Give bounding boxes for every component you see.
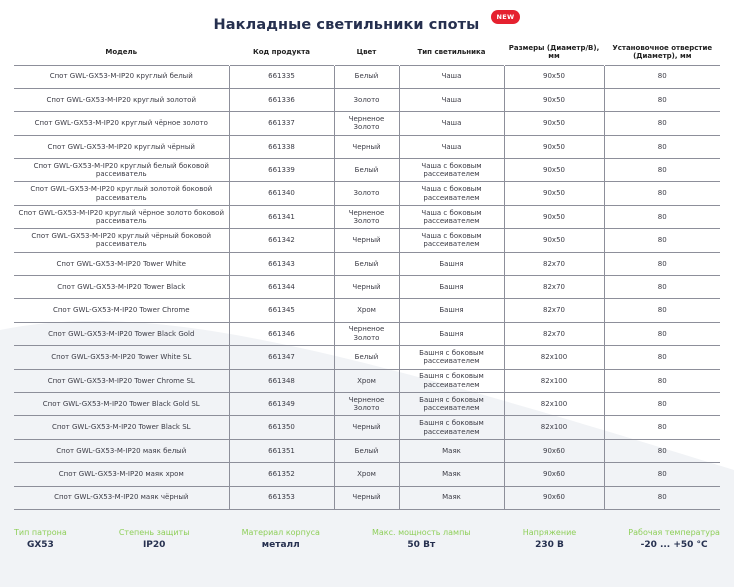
cell-type: Маяк [399, 439, 504, 462]
cell-type: Башня с боковым рассеивателем [399, 416, 504, 439]
cell-model: Спот GWL-GX53-M-IP20 маяк белый [14, 439, 229, 462]
cell-code: 661336 [229, 88, 334, 111]
cell-color: Белый [334, 252, 399, 275]
table-row [14, 88, 720, 111]
cell-color: Черный [334, 229, 399, 252]
cell-code: 661343 [229, 252, 334, 275]
column-header-dimensions: Размеры (Диаметр/В), мм [508, 43, 600, 61]
spec-label: Тип патрона [14, 528, 67, 537]
cell-code: 661337 [229, 112, 334, 135]
title-row [0, 14, 734, 33]
cell-code: 661340 [229, 182, 334, 205]
cell-model: Спот GWL-GX53-M-IP20 Tower Black Gold [14, 322, 229, 345]
table-row [14, 112, 720, 135]
cell-mounting-hole: 80 [604, 439, 720, 462]
spec-power [372, 528, 471, 550]
spec-label: Материал корпуса [241, 528, 320, 537]
table-row [14, 416, 720, 439]
cell-dimensions: 90х50 [504, 205, 604, 228]
cell-code: 661349 [229, 392, 334, 415]
column-header-type: Тип светильника [417, 48, 486, 57]
cell-mounting-hole: 80 [604, 276, 720, 299]
cell-type: Чаша с боковым рассеивателем [399, 229, 504, 252]
cell-model: Спот GWL-GX53-M-IP20 маяк хром [14, 463, 229, 486]
cell-dimensions: 90х60 [504, 439, 604, 462]
column-header-code: Код продукта [252, 48, 311, 57]
cell-model: Спот GWL-GX53-M-IP20 маяк чёрный [14, 486, 229, 509]
cell-code: 661341 [229, 205, 334, 228]
cell-dimensions: 90х60 [504, 486, 604, 509]
new-badge: NEW [491, 10, 521, 24]
cell-type: Чаша с боковым рассеивателем [399, 159, 504, 182]
table-row [14, 159, 720, 182]
table-row [14, 135, 720, 158]
cell-color: Черный [334, 486, 399, 509]
cell-type: Башня [399, 299, 504, 322]
table-row [14, 439, 720, 462]
cell-dimensions: 82х100 [504, 416, 604, 439]
cell-model: Спот GWL-GX53-M-IP20 круглый чёрный боковой рассеиватель [14, 229, 229, 252]
spec-value: 50 Вт [407, 540, 436, 550]
cell-code: 661342 [229, 229, 334, 252]
table-row [14, 346, 720, 369]
spec-label: Напряжение [522, 528, 577, 537]
table-row [14, 486, 720, 509]
cell-mounting-hole: 80 [604, 182, 720, 205]
cell-mounting-hole: 80 [604, 392, 720, 415]
cell-dimensions: 90х50 [504, 229, 604, 252]
cell-code: 661348 [229, 369, 334, 392]
cell-dimensions: 90х50 [504, 135, 604, 158]
cell-mounting-hole: 80 [604, 112, 720, 135]
cell-type: Башня с боковым рассеивателем [399, 369, 504, 392]
cell-color: Черный [334, 276, 399, 299]
table-header-row [14, 40, 720, 65]
cell-type: Башня [399, 322, 504, 345]
page-title: Накладные светильники споты [213, 16, 480, 33]
cell-color: Черненое Золото [334, 322, 399, 345]
spec-temperature [628, 528, 720, 550]
cell-model: Спот GWL-GX53-M-IP20 Tower Chrome SL [14, 369, 229, 392]
cell-type: Чаша [399, 88, 504, 111]
table-row [14, 392, 720, 415]
cell-type: Маяк [399, 486, 504, 509]
spec-label: Степень защиты [118, 528, 190, 537]
cell-mounting-hole: 80 [604, 159, 720, 182]
spec-value: 230 В [535, 540, 564, 550]
table-row [14, 65, 720, 88]
cell-type: Башня с боковым рассеивателем [399, 392, 504, 415]
cell-model: Спот GWL-GX53-M-IP20 Tower Chrome [14, 299, 229, 322]
cell-model: Спот GWL-GX53-M-IP20 Tower Black [14, 276, 229, 299]
spec-value: GX53 [26, 540, 54, 550]
column-header-mounting-hole: Установочное отверстие (Диаметр), мм [612, 43, 713, 61]
cell-type: Чаша с боковым рассеивателем [399, 182, 504, 205]
cell-code: 661350 [229, 416, 334, 439]
cell-color: Белый [334, 65, 399, 88]
cell-dimensions: 82х100 [504, 369, 604, 392]
spec-socket [14, 528, 67, 550]
cell-code: 661344 [229, 276, 334, 299]
cell-mounting-hole: 80 [604, 65, 720, 88]
cell-type: Башня с боковым рассеивателем [399, 346, 504, 369]
cell-type: Башня [399, 252, 504, 275]
column-header-model: Модель [105, 48, 138, 57]
spec-label: Макс. мощность лампы [371, 528, 471, 537]
cell-color: Черненое Золото [334, 392, 399, 415]
cell-dimensions: 82х100 [504, 392, 604, 415]
spec-protection [119, 528, 190, 550]
cell-color: Черный [334, 416, 399, 439]
cell-type: Чаша [399, 65, 504, 88]
cell-mounting-hole: 80 [604, 416, 720, 439]
table-row [14, 229, 720, 252]
table-row [14, 205, 720, 228]
cell-mounting-hole: 80 [604, 369, 720, 392]
cell-color: Белый [334, 159, 399, 182]
cell-dimensions: 82х70 [504, 322, 604, 345]
column-header-color: Цвет [356, 48, 377, 57]
cell-color: Хром [334, 369, 399, 392]
cell-dimensions: 90х50 [504, 182, 604, 205]
spec-voltage [523, 528, 577, 550]
cell-model: Спот GWL-GX53-M-IP20 круглый чёрное золото боковой рассеиватель [14, 205, 229, 228]
spec-label: Рабочая температура [628, 528, 720, 537]
cell-model: Спот GWL-GX53-M-IP20 Tower Black SL [14, 416, 229, 439]
cell-mounting-hole: 80 [604, 205, 720, 228]
cell-dimensions: 90х60 [504, 463, 604, 486]
cell-code: 661345 [229, 299, 334, 322]
cell-dimensions: 90х50 [504, 88, 604, 111]
cell-color: Белый [334, 346, 399, 369]
table-row [14, 299, 720, 322]
cell-model: Спот GWL-GX53-M-IP20 круглый чёрное золото [14, 112, 229, 135]
cell-type: Чаша [399, 135, 504, 158]
cell-model: Спот GWL-GX53-M-IP20 круглый белый [14, 65, 229, 88]
spec-material [242, 528, 320, 550]
cell-type: Башня [399, 276, 504, 299]
cell-model: Спот GWL-GX53-M-IP20 круглый золотой [14, 88, 229, 111]
spec-value: -20 ... +50 °С [640, 540, 708, 550]
cell-mounting-hole: 80 [604, 346, 720, 369]
table-row [14, 369, 720, 392]
cell-code: 661335 [229, 65, 334, 88]
cell-mounting-hole: 80 [604, 486, 720, 509]
cell-type: Маяк [399, 463, 504, 486]
cell-dimensions: 82х100 [504, 346, 604, 369]
cell-model: Спот GWL-GX53-M-IP20 круглый чёрный [14, 135, 229, 158]
cell-code: 661352 [229, 463, 334, 486]
cell-dimensions: 90х50 [504, 112, 604, 135]
cell-mounting-hole: 80 [604, 88, 720, 111]
table-row [14, 322, 720, 345]
cell-dimensions: 90х50 [504, 159, 604, 182]
cell-mounting-hole: 80 [604, 299, 720, 322]
table-row [14, 182, 720, 205]
cell-dimensions: 82х70 [504, 276, 604, 299]
cell-dimensions: 82х70 [504, 252, 604, 275]
cell-dimensions: 82х70 [504, 299, 604, 322]
cell-model: Спот GWL-GX53-M-IP20 Tower White SL [14, 346, 229, 369]
cell-model: Спот GWL-GX53-M-IP20 Tower Black Gold SL [14, 392, 229, 415]
cell-code: 661353 [229, 486, 334, 509]
cell-code: 661338 [229, 135, 334, 158]
cell-color: Черный [334, 135, 399, 158]
cell-model: Спот GWL-GX53-M-IP20 Tower White [14, 252, 229, 275]
cell-code: 661351 [229, 439, 334, 462]
cell-color: Черненое Золото [334, 112, 399, 135]
cell-mounting-hole: 80 [604, 135, 720, 158]
cell-color: Белый [334, 439, 399, 462]
specs-footer [14, 528, 720, 550]
cell-color: Черненое Золото [334, 205, 399, 228]
cell-code: 661347 [229, 346, 334, 369]
cell-code: 661339 [229, 159, 334, 182]
cell-mounting-hole: 80 [604, 463, 720, 486]
cell-color: Хром [334, 299, 399, 322]
cell-color: Хром [334, 463, 399, 486]
cell-type: Чаша [399, 112, 504, 135]
table-row [14, 252, 720, 275]
cell-code: 661346 [229, 322, 334, 345]
cell-dimensions: 90х50 [504, 65, 604, 88]
cell-model: Спот GWL-GX53-M-IP20 круглый золотой боковой рассеиватель [14, 182, 229, 205]
cell-mounting-hole: 80 [604, 229, 720, 252]
cell-type: Чаша с боковым рассеивателем [399, 205, 504, 228]
spec-value: IP20 [142, 540, 166, 550]
products-table [14, 40, 720, 510]
cell-mounting-hole: 80 [604, 322, 720, 345]
cell-color: Золото [334, 88, 399, 111]
cell-color: Золото [334, 182, 399, 205]
table-row [14, 463, 720, 486]
cell-mounting-hole: 80 [604, 252, 720, 275]
table-row [14, 276, 720, 299]
cell-model: Спот GWL-GX53-M-IP20 круглый белый боковой рассеиватель [14, 159, 229, 182]
spec-value: металл [261, 540, 300, 550]
